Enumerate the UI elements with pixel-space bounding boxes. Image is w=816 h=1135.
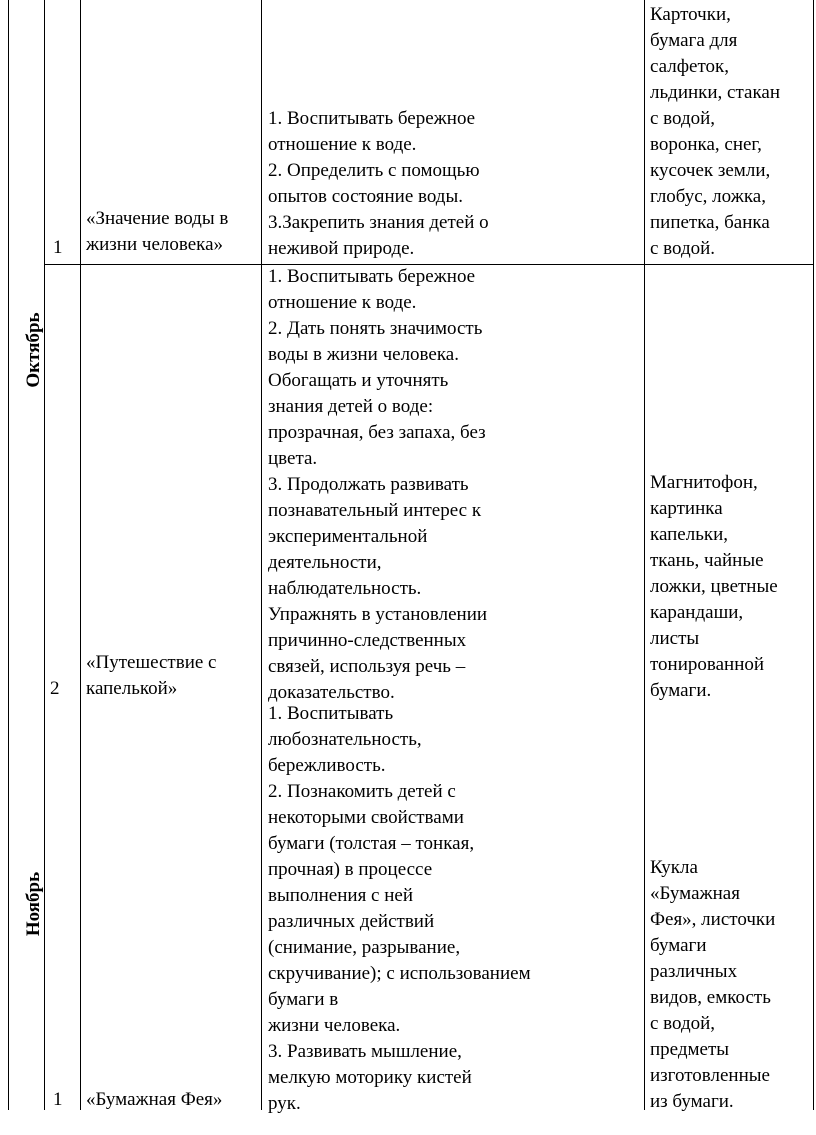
goal-line: деятельности, xyxy=(268,552,382,573)
material-line: Кукла xyxy=(650,857,698,878)
material-line: предметы xyxy=(650,1039,730,1060)
goal-line: жизни человека. xyxy=(268,1015,401,1036)
material-line: кусочек земли, xyxy=(650,160,771,181)
goal-line: бережливость. xyxy=(268,755,386,776)
goal-line: любознательность, xyxy=(268,729,422,750)
goal-line: 2. Дать понять значимость xyxy=(268,318,483,339)
goal-line: 1. Воспитывать бережное xyxy=(268,266,476,287)
goal-line: 2. Определить с помощью xyxy=(268,160,480,181)
material-line: ткань, чайные xyxy=(650,550,764,571)
goal-line: связей, используя речь – xyxy=(268,656,466,677)
goal-line: бумаги (толстая – тонкая, xyxy=(268,833,475,854)
goal-line: 1. Воспитывать xyxy=(268,703,394,724)
material-line: «Бумажная xyxy=(650,883,740,904)
material-line: Магнитофон, xyxy=(650,472,758,493)
material-line: бумаги. xyxy=(650,680,712,701)
goal-line: 1. Воспитывать бережное xyxy=(268,108,476,129)
material-line: салфеток, xyxy=(650,56,730,77)
goals-cell xyxy=(268,701,531,1117)
topic-line: жизни человека» xyxy=(86,234,224,255)
material-line: бумага для xyxy=(650,30,738,51)
topic-line: «Путешествие с xyxy=(86,652,217,673)
goal-line: 3. Продолжать развивать xyxy=(268,474,469,495)
week-number: 1 xyxy=(53,1089,63,1110)
material-line: из бумаги. xyxy=(650,1091,734,1112)
material-line: пипетка, банка xyxy=(650,212,770,233)
goal-line: 3.Закрепить знания детей о xyxy=(268,212,489,233)
material-line: карандаши, xyxy=(650,602,744,623)
goal-line: 2. Познакомить детей с xyxy=(268,781,456,802)
week-number: 2 xyxy=(50,678,60,699)
goal-line: (снимание, разрывание, xyxy=(268,937,461,958)
goal-line: различных действий xyxy=(268,911,435,932)
goal-line: познавательный интерес к xyxy=(268,500,482,521)
goal-line: бумаги в xyxy=(268,989,339,1010)
goal-line: прочная) в процессе xyxy=(268,859,433,880)
goal-line: Упражнять в установлении xyxy=(268,604,488,625)
goal-line: прозрачная, без запаха, без xyxy=(268,422,486,443)
goal-line: цвета. xyxy=(268,448,318,469)
material-line: бумаги xyxy=(650,935,707,956)
goal-line: 3. Развивать мышление, xyxy=(268,1041,462,1062)
goal-line: экспериментальной xyxy=(268,526,428,547)
material-line: тонированной xyxy=(650,654,765,675)
goal-line: отношение к воде. xyxy=(268,134,417,155)
topic-cell xyxy=(86,1087,222,1113)
goal-line: Обогащать и уточнять xyxy=(268,370,449,391)
material-line: различных xyxy=(650,961,738,982)
goal-line: воды в жизни человека. xyxy=(268,344,459,365)
goal-line: неживой природе. xyxy=(268,238,415,259)
material-line: видов, емкость xyxy=(650,987,771,1008)
goal-line: отношение к воде. xyxy=(268,292,417,313)
month-label-november: Ноябрь xyxy=(23,871,44,937)
goal-line: знания детей о воде: xyxy=(268,396,434,417)
goal-line: рук. xyxy=(268,1093,301,1114)
topic-line: капелькой» xyxy=(86,678,178,699)
material-line: воронка, снег, xyxy=(650,134,762,155)
material-line: льдинки, стакан xyxy=(650,82,780,103)
material-line: с водой. xyxy=(650,238,716,259)
materials-cell xyxy=(650,855,775,1115)
goal-line: некоторыми свойствами xyxy=(268,807,464,828)
material-line: ложки, цветные xyxy=(650,576,778,597)
month-label-october: Октябрь xyxy=(23,312,44,388)
goal-line: мелкую моторику кистей xyxy=(268,1067,472,1088)
materials-cell xyxy=(650,2,780,262)
material-line: Карточки, xyxy=(650,4,731,25)
week-number: 1 xyxy=(53,237,63,258)
goal-line: опытов состояние воды. xyxy=(268,186,463,207)
goal-line: доказательство. xyxy=(268,682,395,703)
material-line: с водой, xyxy=(650,108,716,129)
material-line: листы xyxy=(650,628,700,649)
goals-cell xyxy=(268,264,487,706)
goals-cell xyxy=(268,106,489,262)
topic-cell xyxy=(86,650,217,702)
topic-line: «Бумажная Фея» xyxy=(86,1089,223,1110)
material-line: картинка xyxy=(650,498,723,519)
material-line: с водой, xyxy=(650,1013,716,1034)
goal-line: выполнения с ней xyxy=(268,885,414,906)
goal-line: наблюдательность. xyxy=(268,578,422,599)
material-line: Фея», листочки xyxy=(650,909,776,930)
materials-cell xyxy=(650,470,778,704)
goal-line: скручивание); с использованием xyxy=(268,963,531,984)
material-line: изготовленные xyxy=(650,1065,770,1086)
goal-line: причинно-следственных xyxy=(268,630,467,651)
topic-line: «Значение воды в xyxy=(86,208,229,229)
topic-cell xyxy=(86,206,228,258)
material-line: глобус, ложка, xyxy=(650,186,766,207)
material-line: капельки, xyxy=(650,524,729,545)
